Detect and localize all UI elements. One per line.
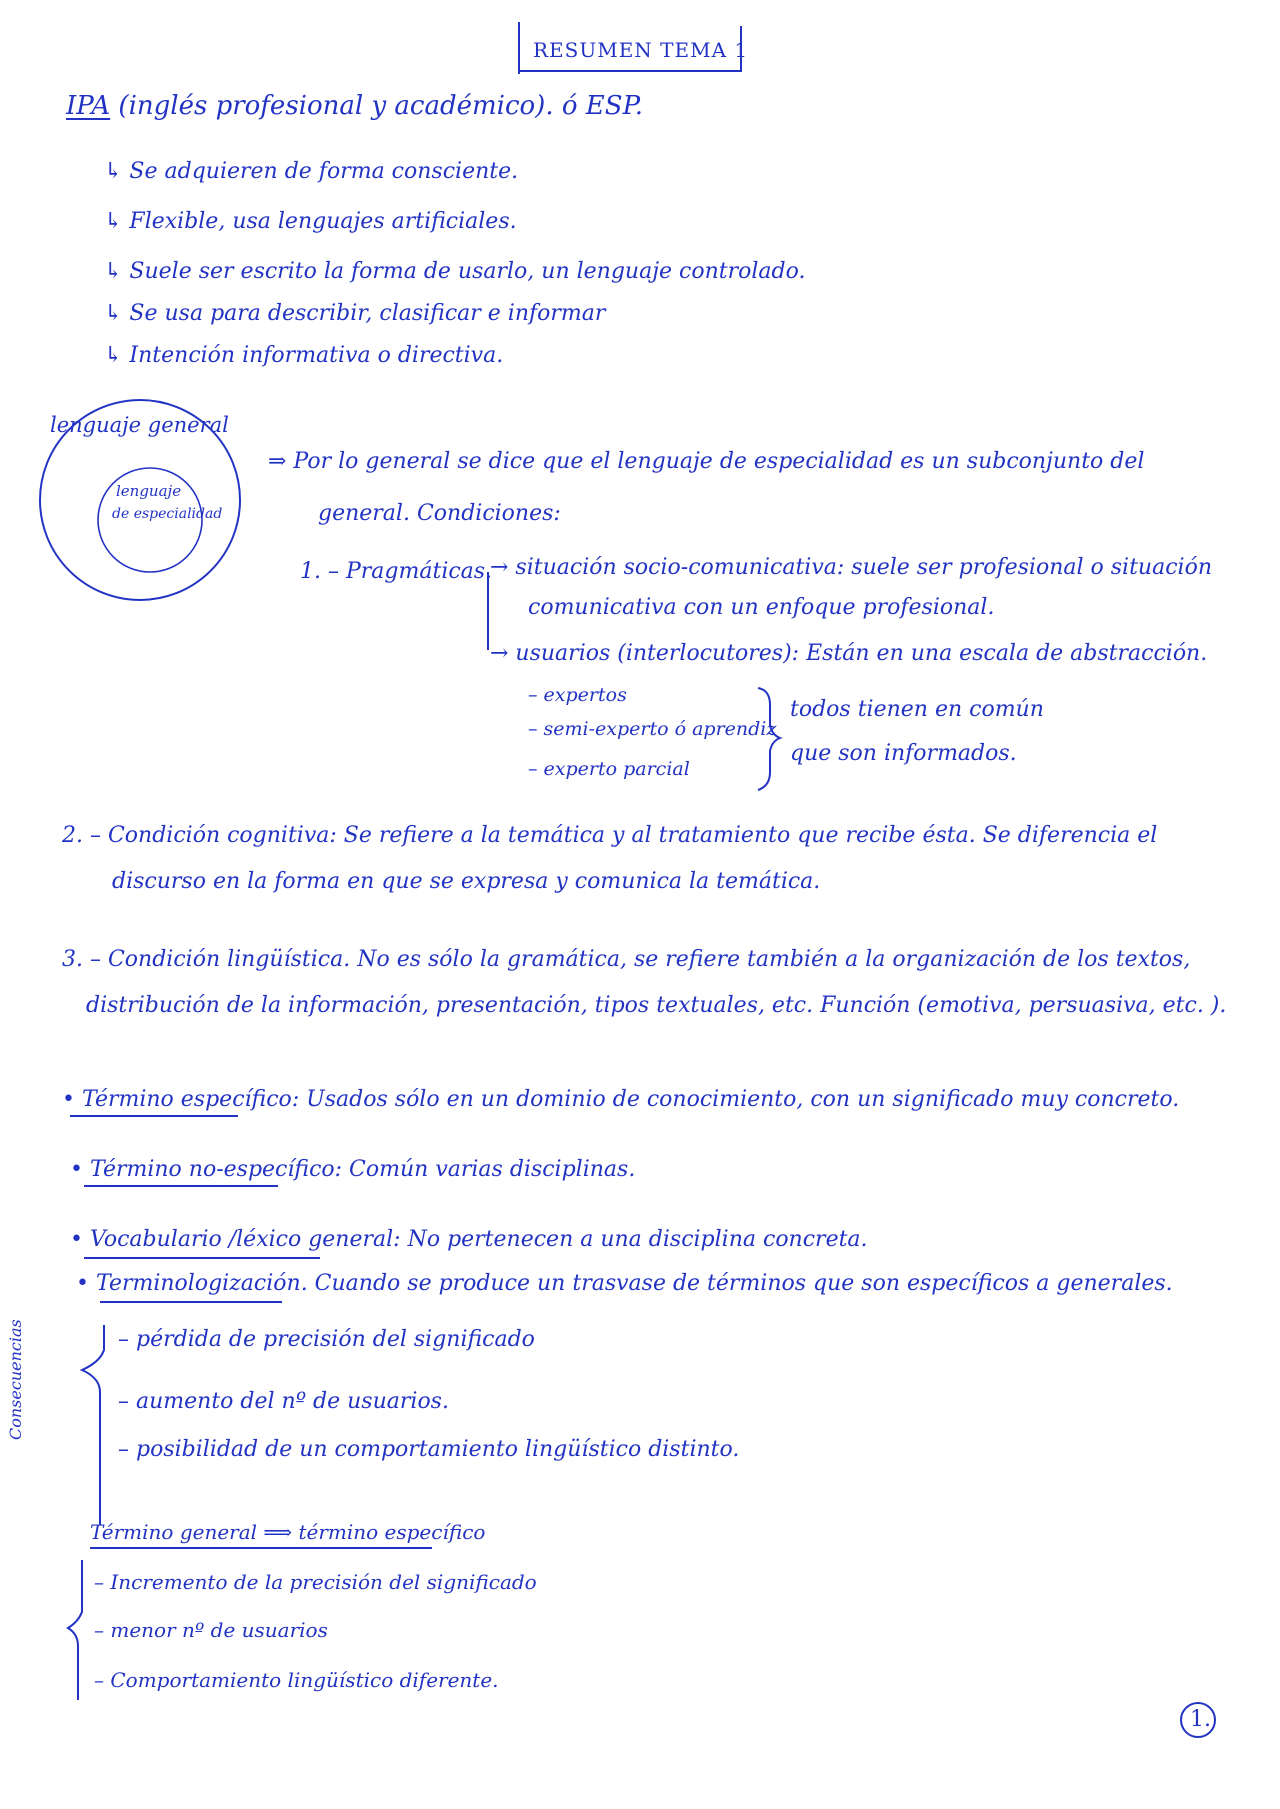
page-number: 1. [1190, 1707, 1211, 1732]
ipa-heading: IPA [66, 91, 111, 121]
ipa-bullet: ↳ Flexible, usa lenguajes artificiales. [104, 209, 517, 234]
termino-especifico-text: : Usados sólo en un dominio de conocimiento, con un significado muy concreto. [291, 1087, 1180, 1112]
termino-noespecifico-label: Término no-específico [89, 1157, 335, 1182]
vocabulario-label: Vocabulario /léxico general [89, 1227, 394, 1252]
tipo-usuario: – semi-experto ó aprendiz [528, 718, 777, 740]
linguistica-line-1: 3. – Condición lingüística. No es sólo la gramática, se refiere también a la organización de los textos, [62, 947, 1191, 972]
usuarios-line: → usuarios (interlocutores): Están en una escala de abstracción. [490, 641, 1208, 666]
consecuencia-item: – aumento del nº de usuarios. [118, 1389, 449, 1414]
cognitiva-line-2: discurso en la forma en que se expresa y comunica la temática. [112, 869, 821, 894]
termino-noespecifico-text: : Común varias disciplinas. [334, 1157, 636, 1182]
ipa-bullet: ↳ Suele ser escrito la forma de usarlo, un lenguaje controlado. [104, 259, 806, 284]
general-especifico-item: – menor nº de usuarios [94, 1618, 328, 1642]
linguistica-line-2: distribución de la información, presentación, tipos textuales, etc. Función (emotiva, persuasiva, etc. ). [86, 993, 1227, 1018]
vocabulario-text: : No pertenecen a una disciplina concreta. [393, 1227, 868, 1252]
terminologizacion-row: • Terminologización. Cuando se produce un trasvase de términos que son específicos a generales. [76, 1271, 1173, 1296]
inner-circle-label-2: de especialidad [112, 506, 223, 522]
vocabulario-row: • Vocabulario /léxico general: No pertenecen a una disciplina concreta. [70, 1227, 868, 1252]
ipa-bullet: ↳ Intención informativa o directiva. [104, 343, 504, 368]
page-title: RESUMEN TEMA 1 [533, 38, 749, 62]
consecuencia-item: – posibilidad de un comportamiento lingüístico distinto. [118, 1437, 740, 1462]
termino-noespecifico-row: • Término no-específico: Común varias disciplinas. [70, 1157, 636, 1182]
general-line-1: ⇒ Por lo general se dice que el lenguaje de especialidad es un subconjunto del [268, 449, 1145, 474]
situacion-line-1: → situación socio-comunicativa: suele ser profesional o situación [490, 555, 1212, 580]
general-especifico-brace [68, 1560, 82, 1700]
termino-especifico-label: Término específico [81, 1087, 292, 1112]
ipa-bullet: ↳ Se adquieren de forma consciente. [104, 159, 519, 184]
general-especifico-heading: Término general ⟹ término específico [90, 1520, 486, 1544]
consecuencia-item: – pérdida de precisión del significado [118, 1327, 535, 1352]
terminologizacion-text: . Cuando se produce un trasvase de términos que son específicos a generales. [300, 1271, 1173, 1296]
general-especifico-item: – Comportamiento lingüístico diferente. [94, 1668, 499, 1692]
inner-circle-label-1: lenguaje [116, 482, 182, 500]
general-especifico-item: – Incremento de la precisión del significado [94, 1570, 537, 1594]
outer-circle-label: lenguaje general [50, 413, 229, 437]
comun-line-2: que son informados. [790, 741, 1017, 766]
tipo-usuario: – expertos [528, 684, 627, 706]
ipa-bullet: ↳ Se usa para describir, clasificar e informar [104, 301, 606, 326]
termino-especifico-row: • Término específico: Usados sólo en un dominio de conocimiento, con un significado muy concreto. [62, 1087, 1180, 1112]
consecuencias-side-label: Consecuencias [6, 1319, 25, 1440]
pragmaticas-label: 1. – Pragmáticas. [300, 559, 493, 584]
comun-line-1: todos tienen en común [790, 697, 1044, 722]
situacion-line-2: comunicativa con un enfoque profesional. [528, 595, 995, 620]
tipo-usuario: – experto parcial [528, 758, 690, 780]
terminologizacion-label: Terminologización [95, 1271, 301, 1296]
general-line-2: general. Condiciones: [318, 501, 561, 526]
ipa-heading-rest: (inglés profesional y académico). ó ESP. [118, 91, 644, 121]
cognitiva-line-1: 2. – Condición cognitiva: Se refiere a la temática y al tratamiento que recibe ésta. Se diferencia el [62, 823, 1158, 848]
consecuencias-brace [82, 1325, 104, 1525]
